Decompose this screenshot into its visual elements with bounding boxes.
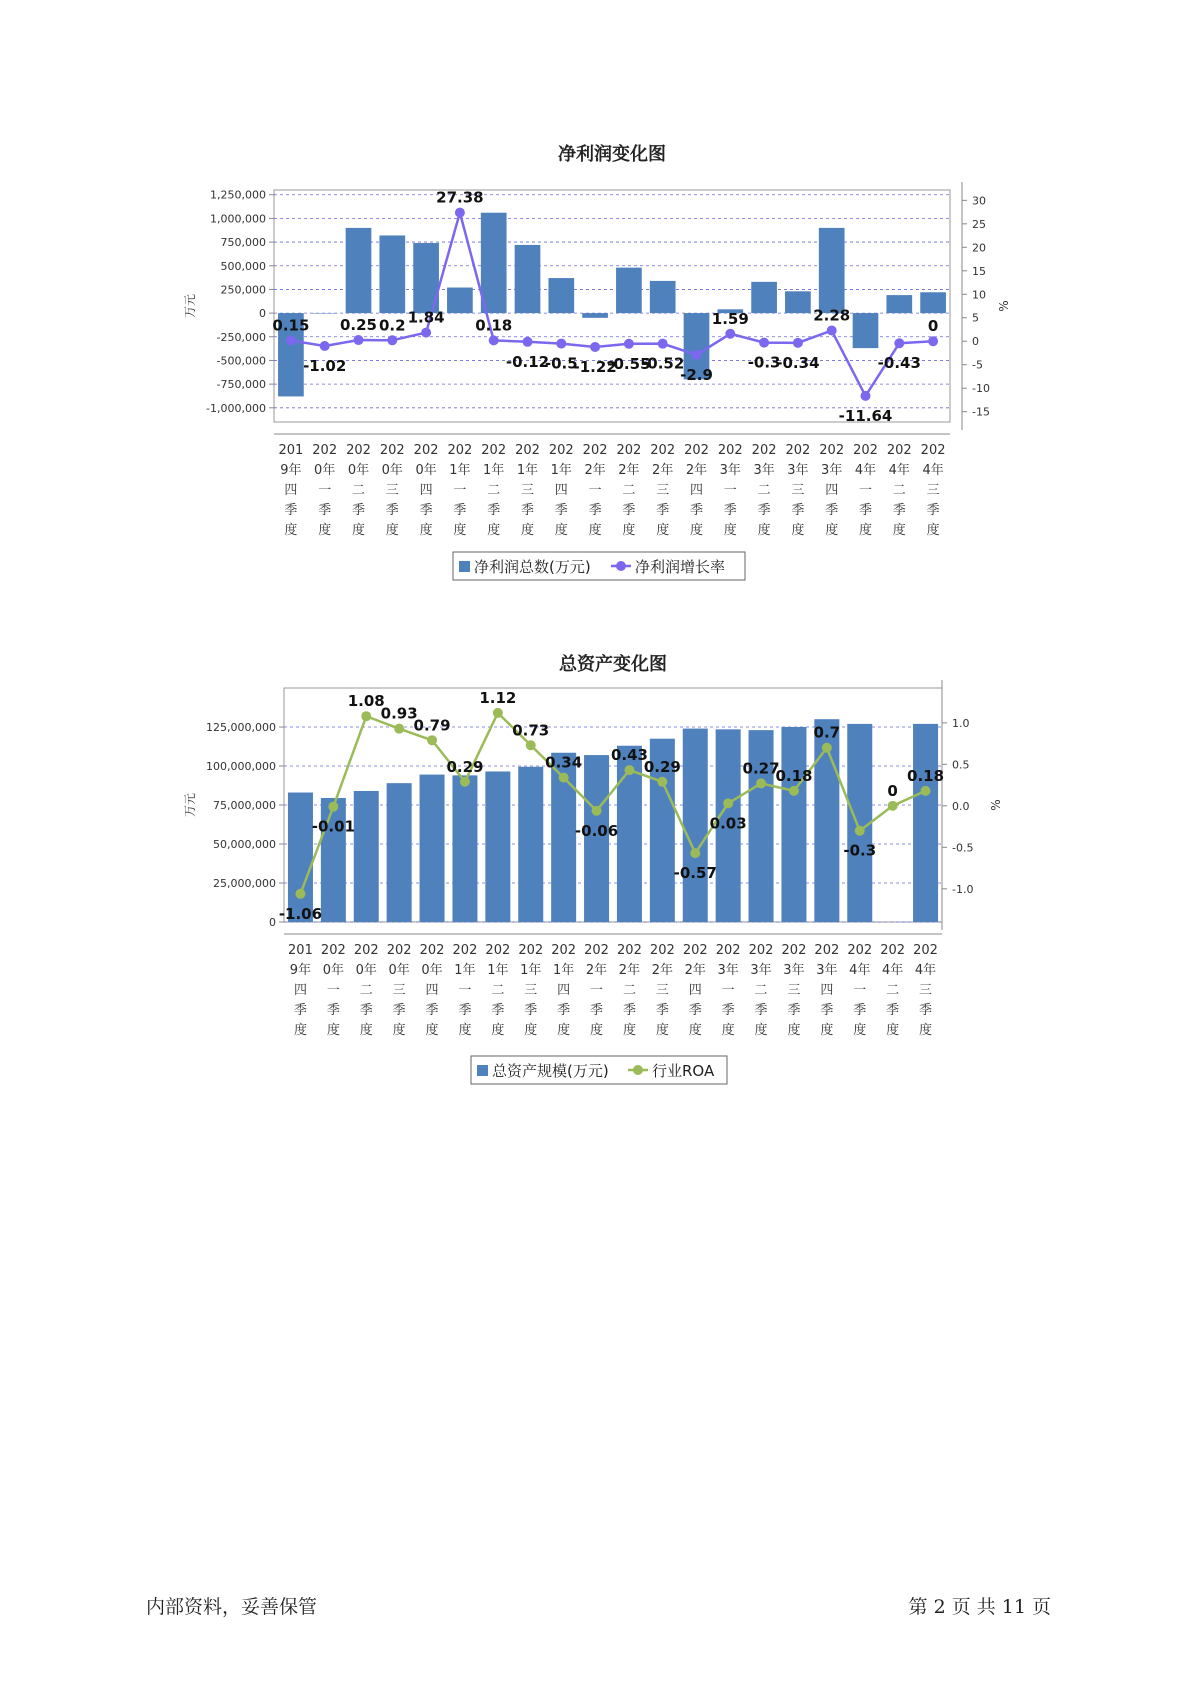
data-label: 2.28 — [813, 306, 851, 325]
data-label: -1.22 — [573, 357, 617, 376]
data-label: 0.25 — [339, 316, 378, 335]
data-label: -0.52 — [641, 354, 685, 373]
data-label: -11.64 — [838, 406, 893, 425]
category-label: 202 1年一季度 — [447, 443, 473, 538]
category-label: 201 9年四季度 — [288, 943, 313, 1038]
bar — [288, 793, 313, 922]
right-axis-tick-label: -5 — [972, 358, 983, 372]
data-label: -0.3 — [747, 353, 781, 372]
line-point — [624, 765, 634, 775]
footer-confidential-note: 内部资料，妥善保管 — [146, 1596, 318, 1618]
left-axis-unit: 万元 — [183, 293, 197, 319]
bar — [819, 228, 845, 313]
right-axis-tick-label: 0.5 — [952, 758, 970, 772]
data-label: 0.34 — [545, 753, 583, 772]
right-axis-tick-label: 20 — [972, 241, 986, 255]
legend-bar-swatch — [477, 1065, 488, 1076]
bar — [387, 783, 412, 922]
line-point — [592, 806, 602, 816]
data-label: -0.3 — [843, 841, 877, 860]
bar — [346, 228, 372, 313]
line-point — [894, 338, 904, 348]
line-point — [556, 339, 566, 349]
line-point — [590, 342, 600, 352]
legend-bar-label: 净利润总数(万元) — [474, 558, 591, 576]
line-point — [493, 708, 503, 718]
footer-page-number: 第 2 页 共 11 页 — [908, 1596, 1051, 1618]
bar — [853, 313, 879, 348]
bar — [515, 245, 541, 313]
data-label: -0.55 — [607, 354, 651, 373]
data-label: 0 — [887, 781, 898, 800]
bar — [751, 282, 777, 313]
category-label: 202 3年四季度 — [814, 943, 840, 1038]
left-axis-tick-label: 0 — [259, 307, 266, 321]
category-label: 202 4年一季度 — [853, 443, 878, 538]
bar — [354, 791, 379, 922]
data-label: -1.02 — [303, 357, 347, 376]
bar — [485, 771, 510, 922]
bar — [781, 727, 806, 922]
bar — [650, 281, 676, 313]
line-point — [427, 735, 437, 745]
line-point — [559, 773, 569, 783]
data-label: 0.7 — [813, 723, 841, 742]
line-point — [827, 326, 837, 336]
line-point — [421, 328, 431, 338]
category-label: 202 1年三季度 — [518, 943, 544, 1038]
left-axis-tick-label: 1,000,000 — [210, 212, 266, 226]
data-label: 27.38 — [436, 188, 484, 207]
bar — [913, 724, 938, 922]
category-label: 202 1年二季度 — [481, 443, 507, 538]
data-label: -0.5 — [544, 354, 578, 373]
data-label: 0.18 — [775, 766, 813, 785]
left-axis-tick-label: -500,000 — [216, 354, 266, 368]
right-axis-tick-label: -0.5 — [952, 841, 974, 855]
right-axis-tick-label: -10 — [972, 382, 990, 396]
category-label: 202 4年二季度 — [886, 443, 912, 538]
left-axis-tick-label: 500,000 — [220, 259, 266, 273]
data-label: 0.18 — [907, 766, 945, 785]
bar — [379, 235, 405, 313]
line-point — [855, 826, 865, 836]
bar — [447, 288, 473, 314]
line-point — [286, 336, 296, 346]
right-axis-tick-label: 1.0 — [952, 716, 970, 730]
category-label: 202 0年三季度 — [386, 943, 412, 1038]
left-axis-tick-label: 100,000,000 — [206, 760, 276, 773]
category-label: 202 0年二季度 — [346, 443, 371, 538]
data-label: -0.06 — [574, 821, 619, 840]
category-label: 202 3年二季度 — [748, 943, 774, 1038]
right-axis-tick-label: 0 — [972, 335, 979, 349]
bar — [785, 291, 811, 313]
line-point — [692, 350, 702, 360]
bar — [481, 213, 507, 313]
left-axis-tick-label: -1,000,000 — [206, 401, 266, 415]
category-label: 202 1年一季度 — [452, 943, 478, 1038]
category-label: 202 1年四季度 — [548, 443, 574, 538]
line-point — [861, 391, 871, 401]
line-point — [460, 777, 470, 787]
left-axis-tick-label: 1,250,000 — [210, 188, 266, 202]
category-label: 202 0年二季度 — [353, 943, 379, 1038]
data-label: 0.79 — [413, 716, 451, 735]
line-point — [455, 208, 465, 218]
data-label: -0.57 — [673, 864, 717, 883]
bar — [683, 729, 708, 922]
line-point — [354, 335, 364, 345]
bar — [886, 295, 912, 313]
category-label: 202 4年一季度 — [847, 943, 873, 1038]
line-point — [690, 848, 700, 858]
category-label: 202 4年三季度 — [920, 443, 946, 538]
category-label: 202 2年三季度 — [650, 443, 676, 538]
legend-bar-label: 总资产规模(万元) — [492, 1062, 609, 1080]
total-assets-chart — [0, 640, 1191, 1110]
data-label: -0.01 — [311, 817, 355, 836]
legend-bar-swatch — [459, 561, 470, 572]
category-label: 202 0年三季度 — [379, 443, 405, 538]
bar — [616, 268, 642, 313]
data-label: 0.93 — [380, 704, 418, 723]
category-label: 202 4年三季度 — [913, 943, 938, 1038]
data-label: 0.27 — [742, 759, 780, 778]
category-label: 202 0年一季度 — [320, 943, 346, 1038]
data-label: -0.34 — [776, 353, 820, 372]
category-label: 202 2年二季度 — [617, 943, 642, 1038]
right-axis-tick-label: 30 — [972, 194, 986, 208]
category-label: 202 4年二季度 — [880, 943, 906, 1038]
category-label: 201 9年四季度 — [278, 443, 304, 538]
category-label: 202 2年一季度 — [584, 943, 609, 1038]
line-point — [723, 798, 733, 808]
category-label: 202 3年三季度 — [785, 443, 811, 538]
data-label: 0.43 — [610, 746, 648, 765]
line-point — [489, 335, 499, 345]
line-point — [387, 335, 397, 345]
left-axis-unit: 万元 — [183, 792, 197, 818]
left-axis-tick-label: 50,000,000 — [213, 838, 276, 851]
data-label: 1.84 — [407, 308, 445, 327]
data-label: -2.9 — [680, 365, 713, 384]
right-axis-tick-label: 15 — [972, 264, 986, 278]
category-label: 202 3年二季度 — [751, 443, 777, 538]
data-label: 0.29 — [446, 757, 484, 776]
right-axis-unit: % — [989, 799, 1003, 811]
left-axis-tick-label: 0 — [269, 916, 276, 929]
data-label: 1.12 — [479, 688, 517, 707]
left-axis-tick-label: 75,000,000 — [213, 799, 276, 812]
right-axis-tick-label: 0.0 — [952, 799, 970, 813]
legend-line-marker — [616, 561, 626, 571]
category-label: 202 3年三季度 — [781, 943, 807, 1038]
category-label: 202 1年二季度 — [485, 943, 511, 1038]
left-axis-tick-label: 750,000 — [220, 236, 266, 250]
line-point — [756, 778, 766, 788]
category-label: 202 0年四季度 — [419, 943, 445, 1038]
bar — [321, 798, 346, 922]
legend-line-label: 净利润增长率 — [635, 558, 726, 576]
left-axis-tick-label: 25,000,000 — [213, 877, 276, 890]
chart-title: 总资产变化图 — [559, 654, 667, 675]
data-label: 0.18 — [475, 316, 513, 335]
line-point — [725, 329, 735, 339]
line-point — [328, 802, 338, 812]
line-point — [624, 339, 634, 349]
legend-line-label: 行业ROA — [652, 1062, 715, 1080]
data-label: 1.08 — [347, 692, 385, 711]
right-axis-tick-label: 5 — [972, 311, 979, 325]
chart-title: 净利润变化图 — [558, 144, 666, 165]
data-label: 0 — [927, 317, 939, 336]
line-point — [921, 786, 931, 796]
left-axis-tick-label: 125,000,000 — [206, 721, 276, 734]
data-label: 0.73 — [512, 721, 550, 740]
category-label: 202 1年三季度 — [515, 443, 540, 538]
category-label: 202 2年二季度 — [616, 443, 642, 538]
category-label: 202 3年四季度 — [819, 443, 845, 538]
data-label: 0.15 — [272, 316, 310, 335]
bar — [920, 292, 946, 313]
line-point — [320, 341, 330, 351]
line-point — [526, 740, 536, 750]
line-point — [361, 711, 371, 721]
bar — [548, 278, 574, 313]
left-axis-tick-label: -250,000 — [216, 330, 266, 344]
left-axis-tick-label: -750,000 — [216, 378, 266, 392]
line-point — [822, 743, 832, 753]
line-point — [295, 889, 305, 899]
line-point — [394, 724, 404, 734]
bar — [420, 775, 445, 922]
line-point — [658, 339, 668, 349]
line-point — [657, 777, 667, 787]
category-label: 202 0年一季度 — [312, 443, 338, 538]
category-label: 202 3年一季度 — [717, 443, 743, 538]
line-point — [759, 338, 769, 348]
right-axis-tick-label: 25 — [972, 217, 986, 231]
line-point — [793, 338, 803, 348]
category-label: 202 1年四季度 — [551, 943, 577, 1038]
data-label: 0.29 — [643, 757, 681, 776]
line-point — [928, 336, 938, 346]
right-axis-unit: % — [997, 300, 1011, 312]
data-label: -0.43 — [877, 354, 921, 373]
line-point — [523, 337, 533, 347]
data-label: -0.12 — [505, 352, 550, 371]
right-axis-tick-label: -15 — [972, 405, 990, 419]
bar — [452, 775, 477, 922]
right-axis-tick-label: -1.0 — [952, 882, 974, 896]
line-point — [789, 786, 799, 796]
category-label: 202 2年三季度 — [649, 943, 675, 1038]
right-axis-tick-label: 10 — [972, 288, 986, 302]
data-label: -1.06 — [278, 904, 323, 923]
left-axis-tick-label: 250,000 — [220, 283, 266, 297]
category-label: 202 2年四季度 — [682, 943, 708, 1038]
category-label: 202 2年一季度 — [582, 443, 608, 538]
category-label: 202 3年一季度 — [715, 943, 741, 1038]
data-label: 0.2 — [379, 316, 406, 335]
category-label: 202 0年四季度 — [413, 443, 439, 538]
bar — [518, 767, 543, 922]
line-point — [888, 801, 898, 811]
data-label: 1.59 — [711, 309, 749, 328]
data-label: 0.03 — [709, 814, 747, 833]
bar — [582, 313, 608, 318]
legend-line-marker — [633, 1065, 643, 1075]
category-label: 202 2年四季度 — [684, 443, 709, 538]
